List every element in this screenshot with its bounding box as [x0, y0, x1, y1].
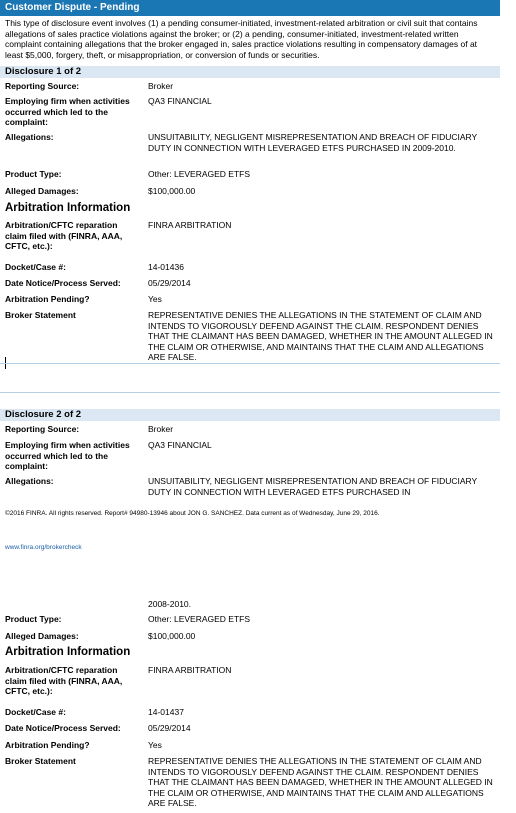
broker-statement-value: REPRESENTATIVE DENIES THE ALLEGATIONS IN THE STATEMENT OF CLAIM AND INTENDS TO VIGOROUSLY DEFEND AGAINST THE CLAIM. RESPONDENT DENIES THAT THE CLAIMANT HAS BEEN DAMAGED, WHETHER IN THE AMOUNT ALLEGED IN THE CLAIM OR OTHERWISE, AND MAINTAINS THAT THE CLAIM AND ALLEGATIONS ARE FALSE.: [148, 310, 493, 362]
allegations-label: Allegations:: [5, 132, 54, 142]
section-description: This type of disclosure event involves (1) a pending consumer-initiated, investment-related arbitration or civil suit that contains allegations of sales practice violations against the broker; or (2) a pending, consumer-initiated, investment-related written complaint containing allegations that the broker engaged in, sales practice violations resulting in compensatory damages of at least $5,000, forgery, theft, or misappropriation, or conversion of funds or securities.: [5, 18, 478, 61]
alleged-damages-value: $100,000.00: [148, 186, 196, 196]
employing-firm-value: QA3 FINANCIAL: [148, 440, 212, 450]
arbitration-heading: Arbitration Information: [5, 202, 131, 214]
section-title: Customer Dispute - Pending: [0, 0, 500, 16]
broker-statement-label: Broker Statement: [5, 310, 76, 320]
docket-label: Docket/Case #:: [5, 707, 66, 717]
employing-firm-value: QA3 FINANCIAL: [148, 96, 212, 106]
arbitration-heading: Arbitration Information: [5, 646, 131, 658]
arbitration-pending-label: Arbitration Pending?: [5, 740, 90, 750]
product-type-label: Product Type:: [5, 614, 62, 624]
docket-value: 14-01437: [148, 707, 184, 717]
docket-value: 14-01436: [148, 262, 184, 272]
broker-statement-value: REPRESENTATIVE DENIES THE ALLEGATIONS IN THE STATEMENT OF CLAIM AND INTENDS TO VIGOROUSLY DEFEND AGAINST THE CLAIM. RESPONDENT DENIES THAT THE CLAIMANT HAS BEEN DAMAGED, WHETHER IN THE AMOUNT ALLEGED IN THE CLAIM OR OTHERWISE, AND MAINTAINS THAT THE CLAIM AND ALLEGATIONS ARE FALSE.: [148, 756, 493, 808]
arbitration-claim-value: FINRA ARBITRATION: [148, 220, 232, 230]
employing-firm-label: Employing firm when activities occurred which led to the complaint:: [5, 96, 130, 127]
arbitration-claim-value: FINRA ARBITRATION: [148, 665, 232, 675]
product-type-value: Other: LEVERAGED ETFS: [148, 169, 251, 179]
date-served-label: Date Notice/Process Served:: [5, 278, 121, 288]
reporting-source-label: Reporting Source:: [5, 424, 80, 434]
arbitration-claim-label: Arbitration/CFTC reparation claim filed with (FINRA, AAA, CFTC, etc.):: [5, 665, 123, 696]
disclosure-2-heading: Disclosure 2 of 2: [0, 409, 500, 421]
employing-firm-label: Employing firm when activities occurred which led to the complaint:: [5, 440, 130, 471]
allegations-label: Allegations:: [5, 476, 54, 486]
alleged-damages-value: $100,000.00: [148, 631, 196, 641]
arbitration-pending-value: Yes: [148, 294, 162, 304]
arbitration-pending-label: Arbitration Pending?: [5, 294, 90, 304]
date-served-label: Date Notice/Process Served:: [5, 723, 121, 733]
product-type-value: Other: LEVERAGED ETFS: [148, 614, 251, 624]
allegations-value: UNSUITABILITY, NEGLIGENT MISREPRESENTATION AND BREACH OF FIDUCIARY DUTY IN CONNECTION WITH LEVERAGED ETFS PURCHASED IN 2009-2010.: [148, 132, 478, 153]
alleged-damages-label: Alleged Damages:: [5, 186, 79, 196]
broker-statement-label: Broker Statement: [5, 756, 76, 766]
arbitration-claim-label: Arbitration/CFTC reparation claim filed with (FINRA, AAA, CFTC, etc.):: [5, 220, 123, 251]
allegations-value-continued: 2008-2010.: [148, 599, 192, 609]
divider: [0, 392, 500, 393]
date-served-value: 05/29/2014: [148, 723, 191, 733]
alleged-damages-label: Alleged Damages:: [5, 631, 79, 641]
disclosure-1-heading: Disclosure 1 of 2: [0, 66, 500, 78]
allegations-value: UNSUITABILITY, NEGLIGENT MISREPRESENTATION AND BREACH OF FIDUCIARY DUTY IN CONNECTION WITH LEVERAGED ETFS PURCHASED IN: [148, 476, 478, 497]
product-type-label: Product Type:: [5, 169, 62, 179]
divider: [0, 363, 500, 364]
reporting-source-label: Reporting Source:: [5, 81, 80, 91]
brokercheck-link[interactable]: www.finra.org/brokercheck: [5, 544, 82, 551]
page-footer: ©2016 FINRA. All rights reserved. Report# 94980-13946 about JON G. SANCHEZ. Data current as of Wednesday, June 29, 2016.: [5, 510, 380, 517]
reporting-source-value: Broker: [148, 424, 174, 434]
docket-label: Docket/Case #:: [5, 262, 66, 272]
reporting-source-value: Broker: [148, 81, 174, 91]
date-served-value: 05/29/2014: [148, 278, 191, 288]
arbitration-pending-value: Yes: [148, 740, 162, 750]
